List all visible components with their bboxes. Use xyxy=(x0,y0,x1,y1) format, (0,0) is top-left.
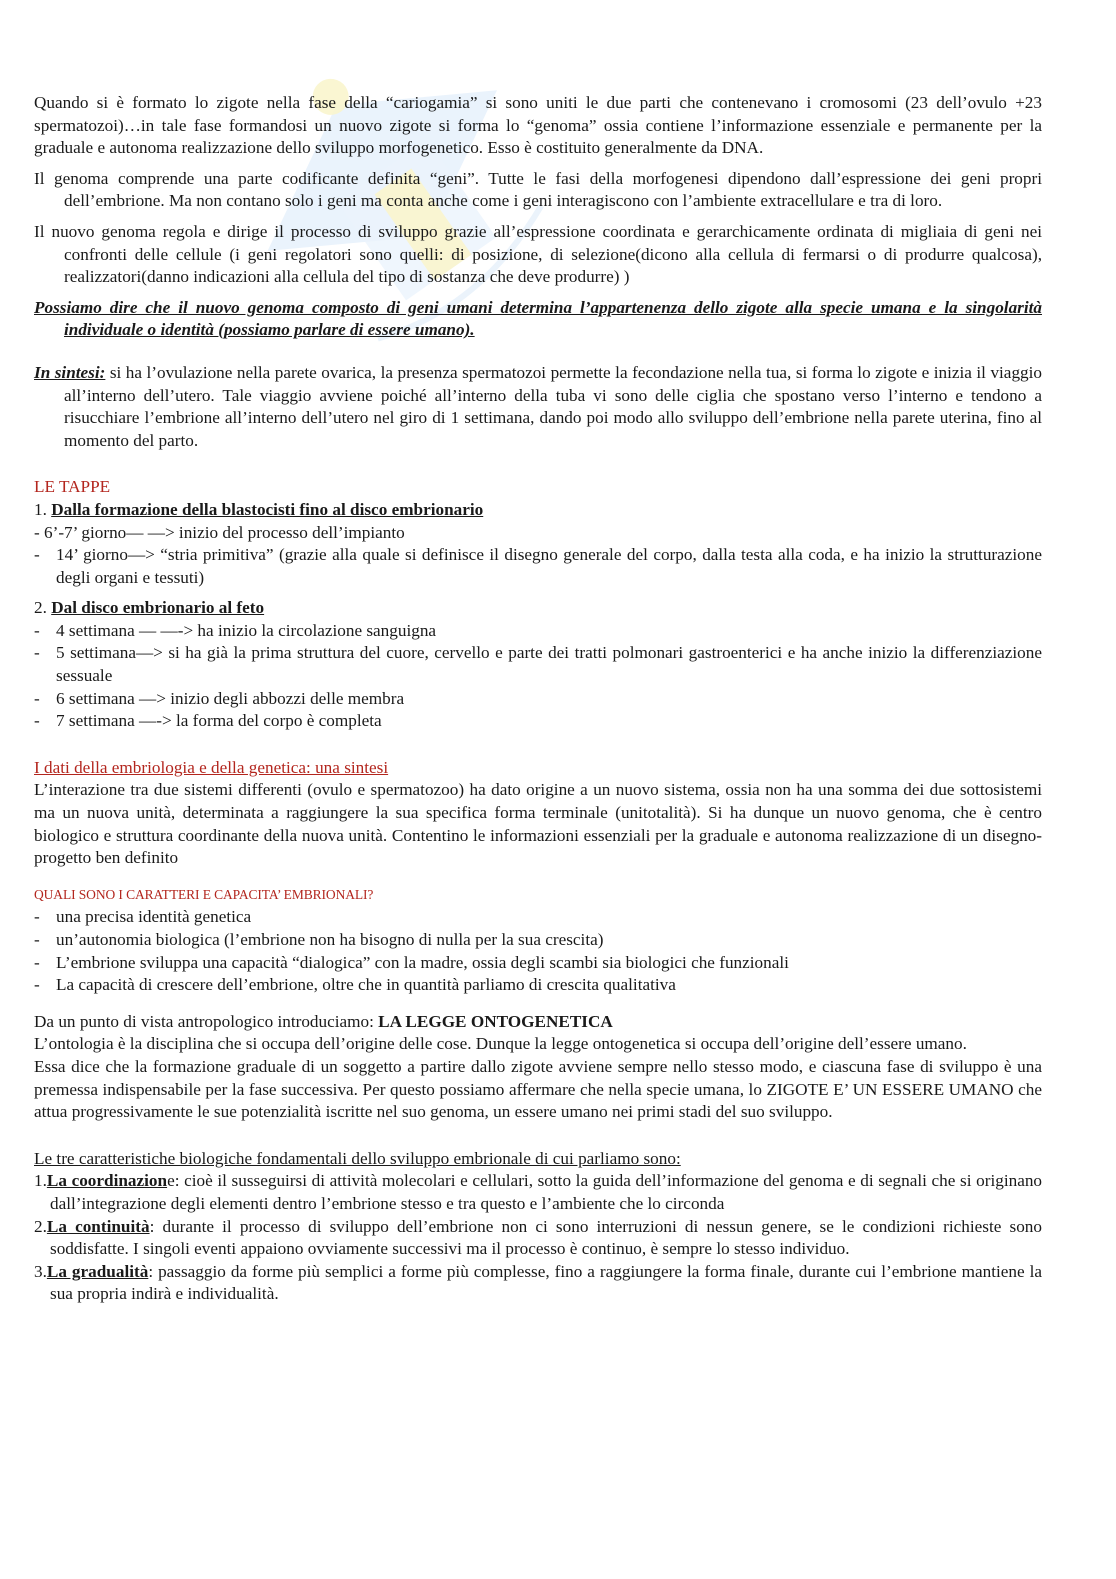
embriologia-text: L’interazione tra due sistemi differenti (ovulo e spermatozoo) ha dato origine a un nuovo sistema, ossia non ha una somma dei due sottosistemi ma un nuova unità, determinata a raggiungere la sua specifica forma terminale (unitotalità). Si ha dunque un nuovo genoma, che è centro biologico e struttura coordinante della nuova unità. Contentino le informazioni essenziali per la graduale e autonoma realizzazione di un disegno-progetto ben definito xyxy=(34,780,1042,868)
caratteri-item-1-text: una precisa identità genetica xyxy=(56,907,252,927)
caratteristiche-item-2-num: 2. xyxy=(34,1216,47,1236)
embriologia-heading: I dati della embriologia e della genetica: una sintesi xyxy=(34,757,389,777)
section-2-item-3 xyxy=(34,688,1042,711)
section-2-item-1 xyxy=(34,620,1042,643)
ontogenetica-intro-text: Da un punto di vista antropologico introduciamo: xyxy=(34,1011,379,1031)
section-2-item-4 xyxy=(34,710,1042,733)
summary-paragraph xyxy=(34,362,1042,452)
intro-paragraph-3: Il nuovo genoma regola e dirige il processo di sviluppo grazie all’espressione coordinata e gerarchicamente ordinata di migliaia di geni nei confronti delle cellule (i geni regolatori sono quelli: di posizione, di selezione(dicono alla cellula di fermarsi o di produrre qualcosa), realizzatori(danno indicazioni alla cellula del tipo di sostanza che deve produrre) ) xyxy=(34,221,1042,287)
caratteristiche-heading: Le tre caratteristiche biologiche fondamentali dello sviluppo embrionale di cui parliamo sono: xyxy=(34,1148,681,1168)
section-2-item-2-text: 5 settimana—> si ha già la prima struttura del cuore, cervello e parte dei tratti polmonari gastroenterici e ha anche inizio la differenziazione sessuale xyxy=(56,643,1042,686)
intro-paragraph-4: Possiamo dire che il nuovo genoma composto di geni umani determina l’appartenenza dello zigote alla specie umana e la singolarità individuale o identità (possiamo parlare di essere umano). xyxy=(34,297,1042,340)
section-1-title xyxy=(34,499,1042,522)
intro-paragraph-2: Il genoma comprende una parte codificante definita “geni”. Tutte le fasi della morfogenesi dipendono dall’espressione dei geni propri dell’embrione. Ma non contano solo i geni ma conta anche come i geni interagiscono con l’ambiente extracellulare e tra di loro. xyxy=(34,168,1042,211)
section-1-item-2-text: 14’ giorno—> “stria primitiva” (grazie alla quale si definisce il disegno generale del corpo, dalla testa alla coda, e ha inizio la strutturazione degli organi e tessuti) xyxy=(56,545,1042,587)
section-2-item-3-text: 6 settimana —> inizio degli abbozzi delle membra xyxy=(56,688,405,708)
tappe-heading: LE TAPPE xyxy=(34,477,111,497)
caratteri-item-3-text: L’embrione sviluppa una capacità “dialogica” con la madre, ossia degli scambi sia biologici che funzionali xyxy=(56,952,789,972)
caratteri-item-2 xyxy=(34,929,1042,952)
section-1-title-text: Dalla formazione della blastocisti fino al disco embrionario xyxy=(51,499,484,519)
caratteri-item-4 xyxy=(34,974,1042,997)
caratteri-item-3 xyxy=(34,952,1042,975)
caratteristiche-item-3-num: 3. xyxy=(34,1261,47,1281)
dash-bullet: - xyxy=(34,545,40,565)
section-2-item-4-text: 7 settimana —-> la forma del corpo è completa xyxy=(56,711,382,731)
section-2-item-1-text: 4 settimana — —-> ha inizio la circolazione sanguigna xyxy=(56,620,437,640)
section-2-item-2 xyxy=(34,642,1042,687)
caratteristiche-item-1-num: 1. xyxy=(34,1171,47,1191)
caratteri-item-4-text: La capacità di crescere dell’embrione, oltre che in quantità parliamo di crescita qualitativa xyxy=(56,975,676,995)
summary-text: si ha l’ovulazione nella parete ovarica, la presenza spermatozoi permette la fecondazione nella tua, si forma lo zigote e inizia il viaggio all’interno dell’utero. Tale viaggio avviene poiché all’interno della tuba vi sono delle ciglia che spostano verso l’interno e tendono a risucchiare l’embrione all’interno dell’utero nel giro di 1 settimana, dando poi modo allo sviluppo dell’embrione nella parete uterina, fino al momento del parto. xyxy=(64,362,1042,450)
document-page xyxy=(34,92,1042,1306)
ontogenetica-paragraph-2: Essa dice che la formazione graduale di un soggetto a partire dallo zigote avviene sempre nello stesso modo, e ciascuna fase di sviluppo è una premessa indispensabile per la fase successiva. Per questo possiamo affermare che nella specie umana, lo ZIGOTE E’ UN ESSERE UMANO che attua progressivamente le sue potenzialità iscritte nel suo genoma, un essere umano nei primi stadi del suo sviluppo. xyxy=(34,1056,1042,1122)
caratteristiche-item-1 xyxy=(34,1170,1042,1215)
dash-bullet: - xyxy=(34,952,40,972)
caratteristiche-item-1-text: e: cioè il susseguirsi di attività molecolari e cellulari, sotto la guida dell’informazione del genoma e di segnali che si originano dall’integrazione degli elementi dentro l’embrione stesso e tra questo e l’ambiente che lo circonda xyxy=(50,1171,1043,1213)
ontogenetica-paragraph-1: L’ontologia è la disciplina che si occupa dell’origine delle cose. Dunque la legge ontogenetica si occupa dell’origine dell’essere umano. xyxy=(34,1034,967,1054)
dash-bullet: - xyxy=(34,643,40,663)
dash-bullet: - xyxy=(34,620,40,640)
section-2-title xyxy=(34,597,1042,620)
section-1-item-2 xyxy=(34,544,1042,589)
dash-bullet: - xyxy=(34,975,40,995)
caratteristiche-item-3-text: : passaggio da forme più semplici a forme più complesse, fino a raggiungere la forma finale, durante cui l’embrione mantiene la sua propria indirà e individualità. xyxy=(50,1261,1042,1304)
caratteri-heading: QUALI SONO I CARATTERI E CAPACITA’ EMBRIONALI? xyxy=(34,886,374,902)
section-2-title-text: Dal disco embrionario al feto xyxy=(51,598,265,618)
caratteristiche-item-3-title: La gradualità xyxy=(46,1261,149,1281)
dash-bullet: - xyxy=(34,907,40,927)
caratteri-item-1 xyxy=(34,906,1042,929)
section-2-number: 2. xyxy=(34,598,52,618)
ontogenetica-intro xyxy=(34,1011,1042,1034)
caratteristiche-item-3 xyxy=(34,1261,1042,1306)
dash-bullet: - xyxy=(34,930,40,949)
dash-bullet: - xyxy=(34,688,40,708)
section-1-item-1: - 6’-7’ giorno— —> inizio del processo dell’impianto xyxy=(34,522,405,542)
caratteristiche-item-2-text: : durante il processo di sviluppo dell’embrione non ci sono interruzioni di nessun genere, se le condizioni richieste sono soddisfatte. I singoli eventi appaiono ovviamente successivi ma il processo è continuo, è sempre lo stesso individuo. xyxy=(50,1216,1042,1259)
caratteristiche-item-2-title: La continuità xyxy=(46,1216,150,1236)
caratteristiche-item-2 xyxy=(34,1216,1042,1261)
ontogenetica-title: LA LEGGE ONTOGENETICA xyxy=(378,1011,613,1031)
caratteristiche-item-1-title: La coordinazion xyxy=(46,1171,168,1191)
summary-label: In sintesi: xyxy=(34,362,106,382)
caratteri-item-2-text: un’autonomia biologica (l’embrione non ha bisogno di nulla per la sua crescita) xyxy=(56,930,604,949)
section-1-number: 1. xyxy=(34,499,52,519)
dash-bullet: - xyxy=(34,711,40,731)
intro-paragraph-1: Quando si è formato lo zigote nella fase della “cariogamia” si sono uniti le due parti che contenevano i cromosomi (23 dell’ovulo +23 spermatozoi)…in tale fase formandosi un nuovo zigote si forma lo “genoma” ossia contiene l’informazione essenziale e permanente per la graduale e autonoma realizzazione dello sviluppo morfogenetico. Esso è costituito generalmente da DNA. xyxy=(34,93,1042,158)
